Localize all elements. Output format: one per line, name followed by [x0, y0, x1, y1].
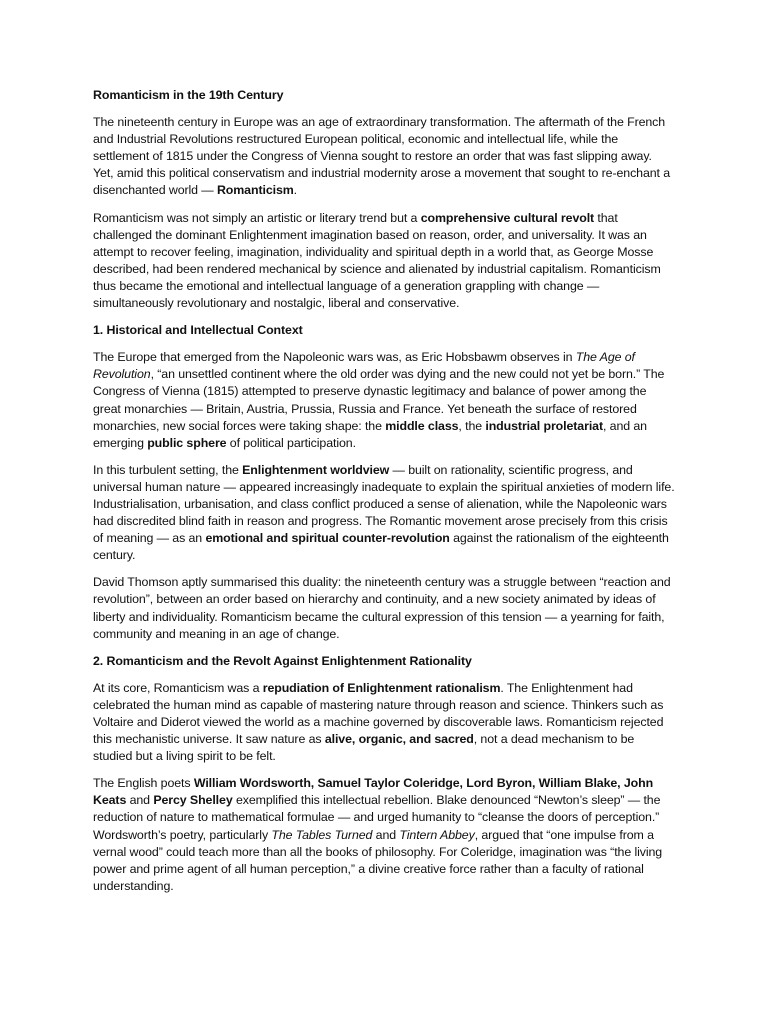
paragraph: David Thomson aptly summarised this duality: the nineteenth century was a struggle between “reaction and revolution”, between an order based on hierarchy and continuity, and a new society animated by ideas of liberty and individuality. Romanticism became the cultural expression of this tension — a yearning for faith, community and meaning in an age of change. [93, 575, 671, 641]
document-title: Romanticism in the 19th Century [93, 88, 284, 102]
paragraph: The nineteenth century in Europe was an age of extraordinary transformation. The aftermath of the French and Industrial Revolutions restructured European political, economic and intellectual life, while the settlement of 1815 under the Congress of Vienna sought to restore an order that was fast slipping away. Yet, amid this political conservatism and industrial modernity arose a movement that sought to re-enchant a disenchanted world — Romanticism. [93, 115, 671, 198]
bold-text: William Wordsworth, Samuel Taylor Coleridge, Lord Byron, William Blake, John Keats [93, 776, 654, 808]
section-heading: 1. Historical and Intellectual Context [93, 323, 303, 338]
section-heading: 2. Romanticism and the Revolt Against Enlightenment Rationality [93, 653, 472, 668]
italic-text: Tintern Abbey [399, 827, 475, 842]
bold-text: alive, organic, and sacred [324, 732, 474, 747]
bold-text: Romanticism [216, 183, 294, 198]
bold-text: Enlightenment worldview [242, 462, 390, 477]
italic-text: The Tables Turned [271, 827, 373, 842]
bold-text: emotional and spiritual counter-revolution [205, 531, 450, 546]
bold-text: public sphere [147, 435, 227, 450]
paragraph: In this turbulent setting, the Enlightenment worldview — built on rationality, scientific progress, and universal human nature — appeared increasingly inadequate to explain the spiritual anxieties of modern life. Industrialisation, urbanisation, and class conflict produced a sense of alienation, while the Napoleonic wars had discredited blind faith in reason and progress. The Romantic movement arose precisely from this crisis of meaning — as an emotional and spiritual counter-revolution against the rationalism of the eighteenth century. [93, 462, 675, 563]
bold-text: Percy Shelley [153, 793, 233, 808]
bold-text: repudiation of Enlightenment rationalism [262, 680, 501, 695]
paragraph: Romanticism was not simply an artistic or literary trend but a comprehensive cultural revolt that challenged the dominant Enlightenment imagination based on reason, order, and universality. It was an attempt to recover feeling, imagination, individuality and spiritual depth in a world that, as George Mosse described, had been rendered mechanical by science and alienated by industrial capitalism. Romanticism thus became the emotional and intellectual language of a generation grappling with change — simultaneously revolutionary and nostalgic, liberal and conservative. [93, 210, 661, 311]
paragraph: The Europe that emerged from the Napoleonic wars was, as Eric Hobsbawm observes in The Age of Revolution, “an unsettled continent where the old order was dying and the new could not yet be born.” The Congress of Vienna (1815) attempted to preserve dynastic legitimacy and balance of power among the great monarchies — Britain, Austria, Prussia, Russia and France. Yet beneath the surface of restored monarchies, new social forces were taking shape: the middle class, the industrial proletariat, and an emerging public sphere of political participation. [93, 350, 665, 450]
bold-text: industrial proletariat [485, 418, 603, 433]
document-page [93, 87, 675, 905]
paragraph: The English poets William Wordsworth, Samuel Taylor Coleridge, Lord Byron, William Blake, John Keats and Percy Shelley exemplified this intellectual rebellion. Blake denounced “Newton’s sleep” — the reduction of nature to mathematical formulae — and urged humanity to “cleanse the doors of perception.” Wordsworth’s poetry, particularly The Tables Turned and Tintern Abbey, argued that “one impulse from a vernal wood” could teach more than all the books of philosophy. For Coleridge, imagination was “the living power and prime agent of all human perception,” a divine creative force rather than a faculty of rational understanding. [93, 776, 663, 893]
italic-text: The Age of Revolution [93, 350, 635, 382]
bold-text: comprehensive cultural revolt [420, 210, 595, 225]
paragraph: At its core, Romanticism was a repudiation of Enlightenment rationalism. The Enlightenment had celebrated the human mind as capable of mastering nature through reason and science. Thinkers such as Voltaire and Diderot viewed the world as a machine governed by discoverable laws. Romanticism rejected this mechanistic universe. It saw nature as alive, organic, and sacred, not a dead mechanism to be studied but a living spirit to be felt. [93, 680, 664, 764]
bold-text: middle class [385, 418, 459, 433]
